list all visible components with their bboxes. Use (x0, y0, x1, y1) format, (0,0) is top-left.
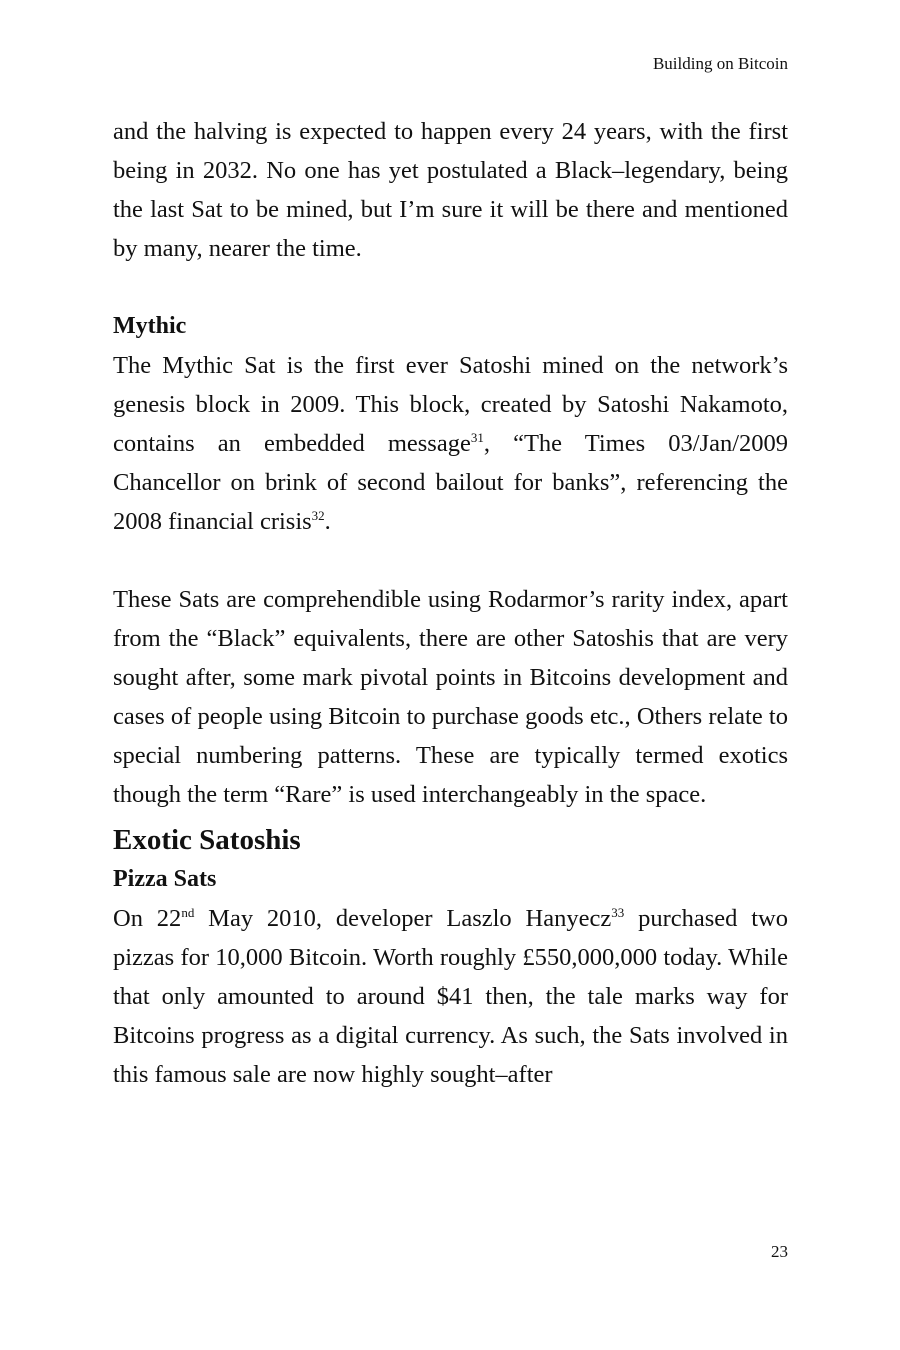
footnote-ref-31[interactable]: 31 (470, 430, 484, 445)
footnote-ref-32[interactable]: 32 (311, 508, 325, 523)
subsection-heading-pizza: Pizza Sats (113, 866, 217, 892)
section-heading-exotic: Exotic Satoshis (113, 824, 301, 856)
ordinal-suffix: nd (181, 905, 195, 920)
text-segment: On 22 (113, 905, 182, 932)
page-number: 23 (771, 1242, 788, 1261)
paragraph-mythic (113, 346, 788, 541)
spacer (113, 268, 788, 307)
paragraph-halving: and the halving is expected to happen every 24 years, with the first being in 2032. No one has yet postulated a Black–legendary, being the last Sat to be mined, but I’m sure it will be there and mentioned by many, nearer the time. (113, 118, 788, 262)
footnote-ref-33[interactable]: 33 (611, 905, 625, 920)
spacer (113, 541, 788, 580)
text-segment: May 2010, developer Laszlo Hanyecz (194, 905, 612, 932)
text-segment: The Mythic Sat is the first ever Satoshi mined on the network’s genesis block in 2009. This block, created by Satoshi Nakamoto, contains an embedded message (113, 352, 788, 457)
text-segment: , “The Times 03/Jan/2009 Chancellor on brink of second bailout for banks”, referencing the 2008 financial crisis (113, 430, 788, 535)
text-segment: . (324, 508, 331, 535)
running-header: Building on Bitcoin (652, 54, 788, 73)
section-heading-mythic: Mythic (113, 313, 187, 339)
paragraph-rarity: These Sats are comprehendible using Rodarmor’s rarity index, apart from the “Black” equivalents, there are other Satoshis that are very sought after, some mark pivotal points in Bitcoins development and cases of people using Bitcoin to purchase goods etc., Others relate to special numbering patterns. These are typically termed exotics though the term “Rare” is used interchangeably in the space. (113, 586, 788, 808)
text-segment: purchased two pizzas for 10,000 Bitcoin. Worth roughly £550,000,000 today. While that only amounted to around $41 then, the tale marks way for Bitcoins progress as a digital currency. As such, the Sats involved in this famous sale are now highly sought–after (113, 905, 788, 1088)
page-body (113, 112, 788, 1094)
paragraph-pizza (113, 899, 788, 1094)
